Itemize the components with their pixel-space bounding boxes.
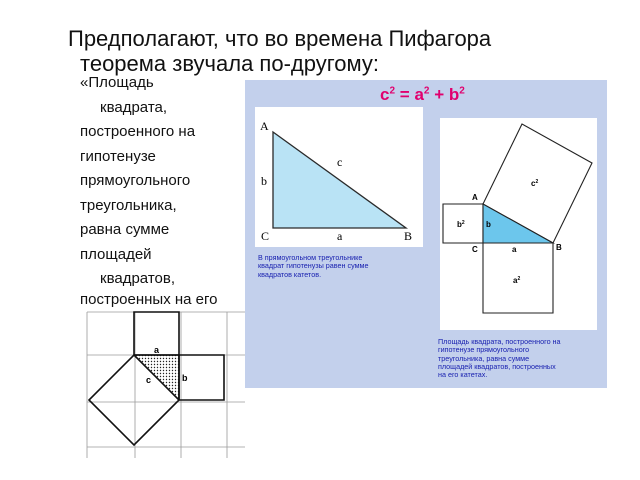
vertex-B-label: B	[404, 229, 413, 243]
caption-line: треугольника, равна сумме	[438, 353, 530, 363]
caption-line: Площадь квадрата, построенного на	[438, 337, 561, 346]
caption-line: квадратов катетов.	[258, 269, 322, 279]
quote-line: треугольника,	[80, 196, 177, 214]
sq-vertex-A-label: A	[472, 193, 478, 202]
quote-line: квадрата,	[100, 98, 168, 116]
quote-line: построенного на	[80, 123, 196, 140]
squares-figure	[443, 124, 592, 313]
caption-line: на его катетах.	[438, 370, 488, 380]
vertex-A-label: A	[260, 119, 269, 133]
quote-line: гипотенузе	[80, 147, 156, 165]
caption-line: гипотенузе прямоугольного	[438, 345, 530, 355]
title-line-1: Предполагают, что во времена Пифагора	[68, 26, 492, 51]
caption-left	[258, 254, 368, 279]
vertex-C-label: C	[261, 229, 270, 243]
grid-hyp-c-label: c	[146, 375, 152, 385]
title-line-2: теорема звучала по-другому:	[80, 51, 379, 76]
grid-figure	[87, 312, 245, 458]
quote-line: квадратов,	[100, 270, 175, 287]
caption-line: площадей квадратов, построенных	[438, 361, 556, 371]
sq-leg-b-label: b	[486, 220, 491, 229]
sq-vertex-B-label: B	[556, 243, 562, 252]
quote-line: прямоугольного	[80, 172, 191, 189]
leg-a-label: a	[337, 229, 343, 243]
area-c2-label: $c^2$	[531, 179, 539, 188]
area-a2-label: $a^2$	[513, 276, 521, 285]
caption-right	[438, 338, 561, 379]
grid-leg-a-label: a	[154, 345, 160, 355]
leg-b-label: b	[261, 174, 267, 188]
caption-line: квадрат гипотенузы равен сумме	[258, 261, 369, 271]
quote-line: площадей	[80, 245, 152, 263]
right-triangle-figure	[260, 119, 412, 243]
quote-line: равна сумме	[80, 221, 170, 238]
pythagorean-formula: $c^2 = a^2 + b^2$	[380, 85, 465, 104]
grid-leg-b-label: b	[182, 373, 188, 383]
sq-leg-a-label: a	[512, 245, 517, 254]
hypotenuse-c-label: c	[337, 155, 343, 169]
quote-line: «Площадь	[80, 74, 154, 91]
caption-line: В прямоугольном треугольнике	[258, 253, 363, 262]
sq-vertex-C-label: C	[472, 245, 478, 254]
area-b2-label: $b^2$	[457, 220, 465, 229]
quote-line-clipped: построенных на его	[80, 290, 218, 308]
